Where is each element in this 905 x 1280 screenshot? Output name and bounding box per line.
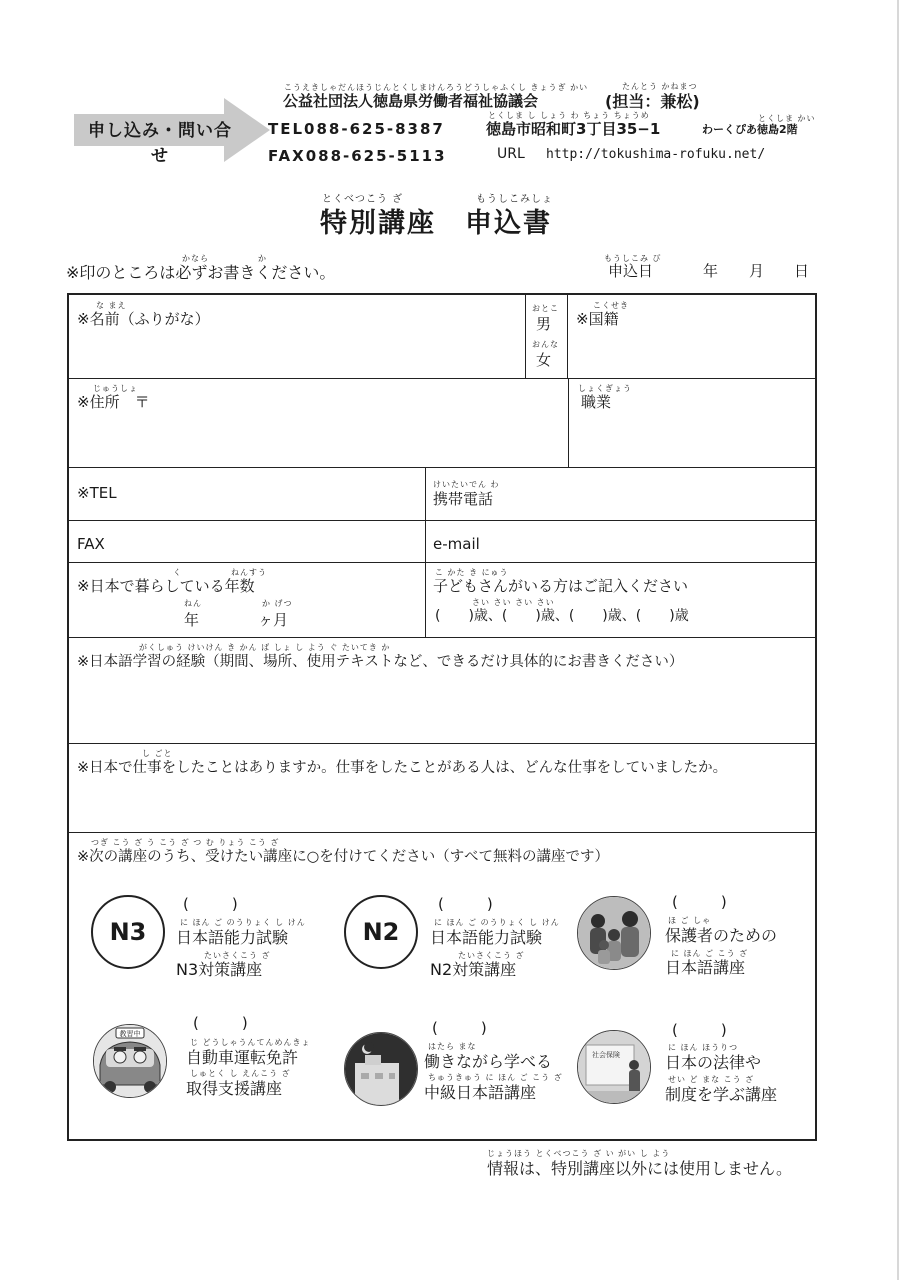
nationality-label: ※国籍 [576,310,619,328]
occupation-label: 職業 [581,393,612,411]
n3-badge: N3 [91,895,165,969]
course-law-checkbox[interactable]: ( ) [672,1021,741,1039]
gender-male-option[interactable]: 男 [536,315,552,333]
experience-label: ※日本語学習の経験（期間、場所、使用テキストなど、できるだけ具体的にお書きください） [77,654,684,670]
years-unit-2-ruby: か げつ [262,599,293,608]
children-label: 子どもさんがいる方はご記入ください [433,577,689,595]
building-name: わーくぴあ徳島2階 [702,123,798,136]
fax-label: FAX [77,535,105,553]
children-ages[interactable]: ( )歳、( )歳、( )歳、( )歳 [435,608,689,624]
course-n3-line1-ruby: に ほん ご のうりょく し けん [180,918,306,927]
course-driving-checkbox[interactable]: ( ) [193,1014,262,1032]
course-law-line1-ruby: に ほん ほうりつ [668,1043,739,1052]
contact-person: (担当：兼松) [605,92,700,111]
course-n2-line1-ruby: に ほん ご のうりょく し けん [434,918,560,927]
lecture-photo [577,1030,651,1104]
course-n3-line1: 日本語能力試験 [176,928,289,947]
tel-label: ※TEL [77,484,117,502]
family-photo [577,896,651,970]
course-n3-line2: N3対策講座 [176,960,263,979]
note-ruby-1: かなら [182,254,209,263]
address-label-ruby: じゅうしょ [93,384,138,393]
email-label: e-mail [433,535,480,553]
course-driving-line1: 自動車運転免許 [186,1048,299,1067]
years-unit-year: 年 [184,611,200,629]
mobile-ruby: けいたいでん わ [433,480,500,489]
building-ruby: とくしま かい [758,114,816,123]
years-ruby-2: ねんすう [231,568,267,577]
driving-car-illustration [93,1024,167,1098]
course-driving-line1-ruby: じ どうしゃうんてんめんきょ [190,1038,311,1047]
course-n3-checkbox[interactable]: ( ) [183,895,252,913]
website-link[interactable]: http://tokushima-rofuku.net/ [546,147,766,162]
course-working-line2: 中級日本語講座 [424,1083,537,1102]
course-driving-line2: 取得支援講座 [186,1079,283,1098]
url-label: URL [497,146,525,162]
course-n3-line2-ruby: たいさくこう ざ [204,951,271,960]
driving-sign-text: 教習中 [119,1030,141,1038]
name-ruby: な まえ [96,301,127,310]
application-form [67,293,817,1141]
work-label: ※日本で仕事をしたことはありますか。仕事をしたことがある人は、どんな仕事をしていましたか。 [77,760,728,776]
course-working-line1-ruby: はたら まな [428,1042,477,1051]
course-n2-line2: N2対策講座 [430,960,517,979]
years-unit-month: ヶ月 [258,611,289,629]
course-parents-line2: 日本語講座 [665,958,746,977]
course-working-line2-ruby: ちゅうきゅう に ほん ご こう ざ [428,1073,563,1082]
children-ages-ruby: さい さい さい さい [472,598,555,607]
nationality-ruby: こくせき [593,301,629,310]
course-working-line1: 働きながら学べる [424,1052,553,1071]
page-title: 特別講座 申込書 [320,208,552,239]
course-driving-line2-ruby: しゅとく し えんこう ざ [190,1069,291,1078]
application-date-label: 申込日 [608,262,654,280]
gender-female-option[interactable]: 女 [536,351,552,369]
contact-ruby: たんとう かねまつ [622,82,698,91]
date-month: 月 [749,262,765,280]
date-year: 年 [703,262,719,280]
course-parents-checkbox[interactable]: ( ) [672,893,741,911]
course-parents-line1: 保護者のための [665,926,778,945]
courses-heading: ※次の講座のうち、受けたい講座に○を付けてください（すべて無料の講座です） [77,849,610,865]
privacy-note: 情報は、特別講座以外には使用しません。 [487,1159,792,1178]
date-label-ruby: もうしこみ び [604,254,662,263]
experience-ruby: がくしゅう けいけん き かん ば しょ し よう ぐ たいてき か [139,643,391,652]
years-label: ※日本で暮らしている年数 [77,577,255,595]
course-law-line2: 制度を学ぶ講座 [665,1085,778,1104]
lecture-sign-text: 社会保険 [592,1051,620,1059]
organization-name: 公益社団法人徳島県労働者福祉協議会 [283,92,539,110]
address-label: ※住所 〒 [77,393,150,411]
page-edge [897,0,899,1280]
courses-heading-ruby: つぎ こう ざ う こう ざ つ む りょう こう ざ [91,838,280,847]
date-day: 日 [794,262,810,280]
male-ruby: おとこ [532,304,559,313]
required-note: ※印のところは必ずお書きください。 [66,263,336,282]
phone-number: TEL088-625-8387 [268,120,445,138]
course-n2-checkbox[interactable]: ( ) [438,895,507,913]
note-ruby-2: か [258,254,267,263]
course-n2-line1: 日本語能力試験 [430,928,543,947]
course-parents-line2-ruby: に ほん ご こう ざ [671,949,749,958]
footer-ruby: じょうほう とくべつこう ざ い がい し よう [487,1149,671,1158]
course-working-checkbox[interactable]: ( ) [432,1019,501,1037]
org-ruby: こうえきしゃだんほうじんとくしまけんろうどうしゃふくし きょうぎ かい [284,83,589,92]
address-ruby: とくしま し しょう わ ちょう ちょうめ [488,111,650,120]
fax-number: FAX088-625-5113 [268,147,447,165]
job-ruby: しょくぎょう [578,384,632,393]
mobile-label: 携帯電話 [433,490,494,508]
address: 徳島市昭和町3丁目35−1 [486,120,661,138]
course-parents-line1-ruby: ほ ご しゃ [668,916,712,925]
title-ruby-1: とくべつこう ざ [322,194,404,205]
work-ruby: し ごと [142,749,173,758]
n2-badge: N2 [344,895,418,969]
course-law-line2-ruby: せい ど まな こう ざ [668,1075,755,1084]
night-building-illustration [344,1032,418,1106]
female-ruby: おんな [532,340,559,349]
name-label: ※名前（ふりがな） [77,310,210,328]
apply-inquiry-label: 申し込み・問い合せ [88,121,232,166]
years-ruby-1: く [173,568,182,577]
course-law-line1: 日本の法律や [665,1053,762,1072]
title-ruby-2: もうしこみしょ [476,194,553,205]
course-n2-line2-ruby: たいさくこう ざ [458,951,525,960]
children-ruby: こ かた き にゅう [435,568,509,577]
years-unit-1-ruby: ねん [184,599,202,608]
